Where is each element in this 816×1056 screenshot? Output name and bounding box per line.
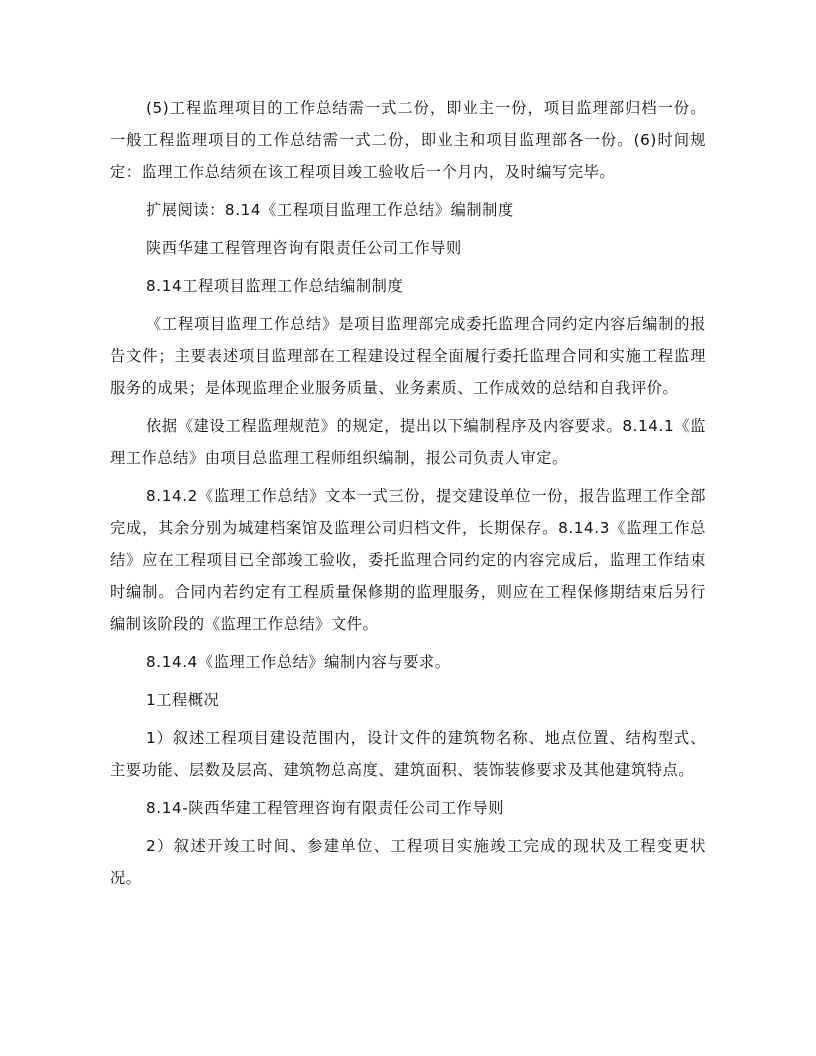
paragraph-summary-definition: 《工程项目监理工作总结》是项目监理部完成委托监理合同约定内容后编制的报告文件；主要表述项目监理部在工程建设过程全面履行委托监理合同和实施工程监理服务的成果；是体现监理企业服务质量、业务素质、工作成效的总结和自我评价。 [110,315,706,397]
paragraph-8-14-1: 依据《建设工程监理规范》的规定，提出以下编制程序及内容要求。8.14.1《监理工作总结》由项目总监理工程师组织编制，报公司负责人审定。 [110,417,706,467]
paragraph-8-14-4: 8.14.4《监理工作总结》编制内容与要求。 [146,653,451,671]
paragraph-work-summary-copies: (5)工程监理项目的工作总结需一式二份，即业主一份，项目监理部归档一份。一般工程监理项目的工作总结需一式二份，即业主和项目监理部各一份。(6)时间规定：监理工作总结须在该工程项目竣工验收后一个月内，及时编写完毕。 [110,99,706,181]
paragraph-company-guideline: 陕西华建工程管理咨询有限责任公司工作导则 [146,239,462,257]
document-page [110,92,706,900]
paragraph-8-14-2-3: 8.14.2《监理工作总结》文本一式三份，提交建设单位一份，报告监理工作全部完成，其余分别为城建档案馆及监理公司归档文件，长期保存。8.14.3《监理工作总结》应在工程项目已全部竣工验收，委托监理合同约定的内容完成后，监理工作结束时编制。合同内若约定有工程质量保修期的监理服务，则应在工程保修期结束后另行编制该阶段的《监理工作总结》文件。 [110,487,706,633]
paragraph-guideline-reference: 8.14-陕西华建工程管理咨询有限责任公司工作导则 [146,799,505,817]
section-heading-8-14: 8.14工程项目监理工作总结编制制度 [146,277,404,295]
list-item-2: 2）叙述开竣工时间、参建单位、工程项目实施竣工完成的现状及工程变更状况。 [110,837,706,887]
paragraph-extended-reading: 扩展阅读：8.14《工程项目监理工作总结》编制制度 [146,201,514,219]
subheading-project-overview: 1工程概况 [146,691,220,709]
list-item-1: 1）叙述工程项目建设范围内，设计文件的建筑物名称、地点位置、结构型式、主要功能、层数及层高、建筑物总高度、建筑面积、装饰装修要求及其他建筑特点。 [110,729,706,779]
